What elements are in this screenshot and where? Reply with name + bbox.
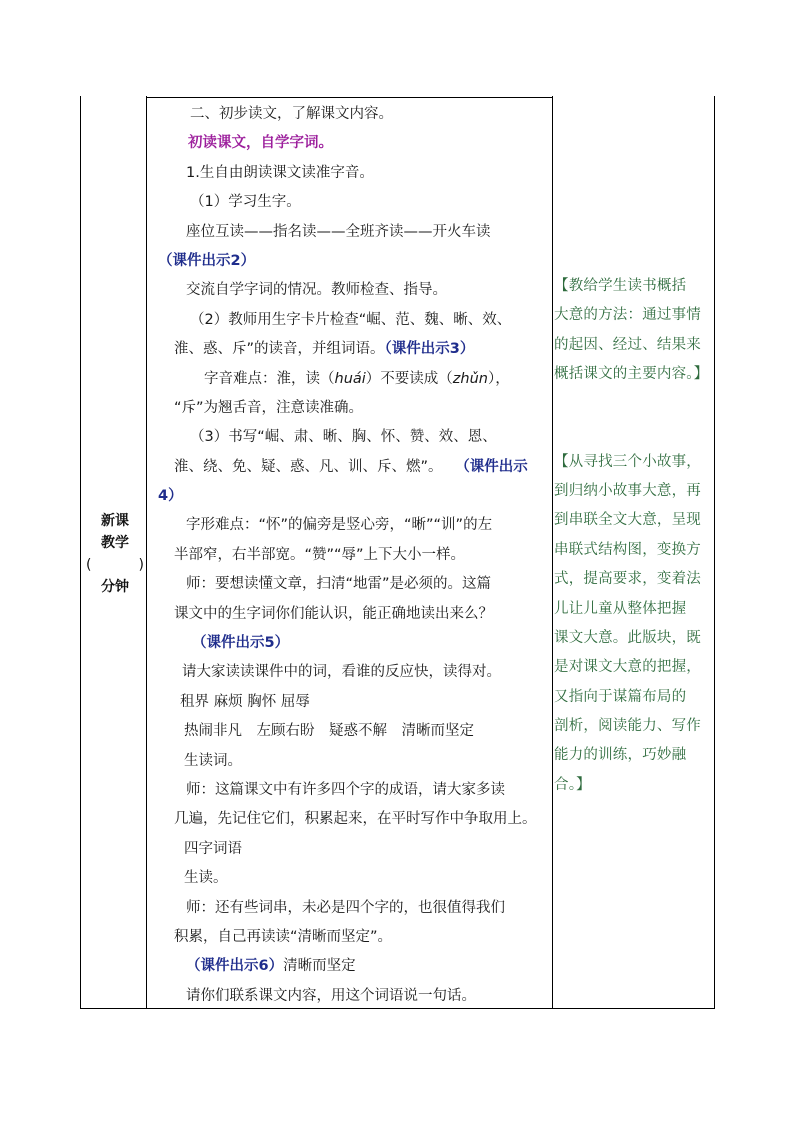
section-label-line1: 新课 <box>101 513 129 529</box>
section-title: 二、初步读文，了解课文内容。 <box>190 106 393 122</box>
table-border-right <box>714 96 715 1008</box>
note-2-line: 串联式结构图，变换方 <box>554 541 701 558</box>
courseware-4-b: 4） <box>158 488 183 505</box>
teacher1-line1: 师：要想读懂文章，扫清“地雷”是必须的。这篇 <box>186 576 492 593</box>
sentence-task: 请你们联系课文内容，用这个词语说一句话。 <box>186 987 476 1004</box>
step1-1: （1）学习生字。 <box>190 194 301 211</box>
section-label-line2: 教学 <box>101 535 129 551</box>
step3-line2 <box>150 453 552 482</box>
note-2-line: 式，提高要求，变着法 <box>554 571 701 588</box>
teacher3-line1: 师：还有些词串，未必是四个字的，也很值得我们 <box>186 899 505 916</box>
lesson-content <box>150 100 552 1011</box>
shape-line1: 字形难点：“怀”的偏旁是竖心旁，“晰”“训”的左 <box>186 517 493 534</box>
difficulty-suffix: ）， <box>487 370 510 387</box>
teacher2-line1: 师：这篇课文中有许多四个字的成语，请大家多读 <box>186 781 505 798</box>
four-words: 四字词语 <box>184 840 242 857</box>
note-2-line: 合。】 <box>554 776 591 793</box>
note-2-line: 能力的训练，巧妙融 <box>554 747 687 764</box>
step2-line2 <box>150 335 552 364</box>
words1: 租界 麻烦 胸怀 屈辱 <box>180 693 310 710</box>
note-2-line: 课文大意。此版块，既 <box>554 629 701 646</box>
step2-line2-text: 淮、惑、斥”的读音，并组词语。 <box>174 341 385 358</box>
read-methods: 座位互读——指名读——全班齐读——开火车读 <box>186 223 491 240</box>
courseware-6-word: 清晰而坚定 <box>283 958 356 975</box>
note-2-line: 到串联全文大意，呈现 <box>554 512 701 529</box>
step1: 1.生自由朗读课文读准字音。 <box>186 164 374 181</box>
table-border-left <box>80 96 81 1008</box>
note-2-line: 【从寻找三个小故事， <box>554 453 701 470</box>
paren-open: ( <box>86 557 92 573</box>
courseware-5: （课件出示5） <box>192 635 290 652</box>
chi-note: “斥”为翘舌音，注意读准确。 <box>174 399 364 416</box>
difficulty-prefix: 字音难点：淮，读（ <box>204 370 335 387</box>
note-1 <box>554 272 714 390</box>
note-2-line: 到归纳小故事大意，再 <box>554 482 701 499</box>
subtitle: 初读课文，自学字词。 <box>188 135 333 152</box>
table-divider-2 <box>552 96 553 1008</box>
pronunciation-difficulty <box>150 365 552 394</box>
table-divider-1 <box>146 96 147 1008</box>
shape-line2: 半部窄，右半部宽。“赞”“辱”上下大小一样。 <box>174 546 466 563</box>
note-1-line: 大意的方法：通过事情 <box>554 307 701 324</box>
difficulty-mid: ）不要读成（ <box>365 370 453 387</box>
teacher2-line2: 几遍，先记住它们，积累起来，在平时写作中争取用上。 <box>174 811 537 828</box>
step2-line1: （2）教师用生字卡片检查“崛、范、魏、晰、效、 <box>190 311 512 328</box>
courseware-3: （课件出示3） <box>384 341 475 358</box>
step3-line1: （3）书写“崛、肃、晰、胸、怀、赞、效、恩、 <box>190 429 497 446</box>
note-1-line: 的起因、经过、结果来 <box>554 336 701 353</box>
step3-line2-text: 淮、绕、免、疑、惑、凡、训、斥、燃”。 <box>174 458 443 475</box>
courseware-4-a: （课件出示 <box>462 458 528 475</box>
note-spacer <box>554 390 714 448</box>
section-label <box>84 510 146 598</box>
courseware-6-line <box>150 952 552 981</box>
note-1-line: 【教给学生读书概括 <box>554 278 687 294</box>
note-1-line: 概括课文的主要内容。】 <box>554 366 709 383</box>
note-2 <box>554 448 714 801</box>
teaching-notes <box>554 272 714 800</box>
student-read-1: 生读词。 <box>184 752 242 769</box>
teacher3-line2: 积累，自己再读读“清晰而坚定”。 <box>174 928 393 945</box>
pinyin-zhun: zhǔn <box>452 370 488 387</box>
note-2-line: 剖析，阅读能力、写作 <box>554 718 701 735</box>
courseware-2: （课件出示2） <box>158 252 256 269</box>
note-2-line: 又指向于谋篇布局的 <box>554 688 687 705</box>
words2: 热闹非凡 左顾右盼 疑惑不解 清晰而坚定 <box>184 723 474 740</box>
pinyin-huai: huái <box>334 370 366 387</box>
teacher1-line2: 课文中的生字词你们能认识，能正确地读出来么？ <box>174 605 493 622</box>
table-top-border-segment <box>146 97 553 98</box>
read-words: 请大家读读课件中的词，看谁的反应快，读得对。 <box>182 664 501 681</box>
exchange-line: 交流自学字词的情况。教师检查、指导。 <box>186 282 447 299</box>
student-read-2: 生读。 <box>184 870 228 887</box>
section-label-line4: 分钟 <box>101 579 129 595</box>
note-2-line: 儿让儿童从整体把握 <box>554 600 687 617</box>
minutes-blank <box>86 554 144 576</box>
note-2-line: 是对课文大意的把握， <box>554 659 701 676</box>
courseware-6: （课件出示6） <box>186 958 284 975</box>
paren-close: ) <box>138 557 144 573</box>
